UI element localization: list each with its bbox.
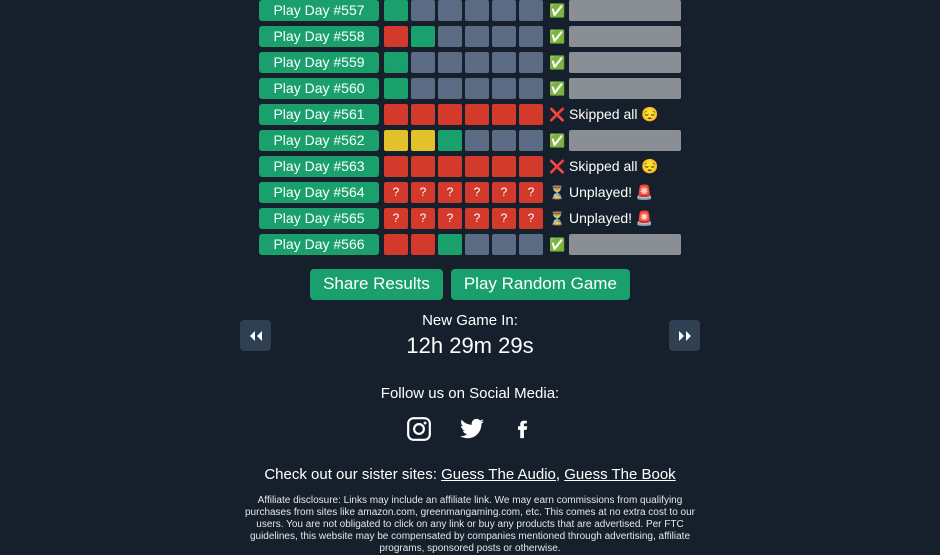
results-row — [259, 234, 681, 255]
guess-cell — [411, 0, 435, 21]
row-status — [549, 0, 681, 21]
guess-cell — [384, 26, 408, 47]
results-row — [259, 0, 681, 21]
guess-cell — [465, 26, 489, 47]
social-title: Follow us on Social Media: — [380, 385, 560, 402]
status-mark: ⏳ — [549, 184, 566, 200]
guess-cell — [465, 156, 489, 177]
guess-cell — [438, 156, 462, 177]
guess-cells — [384, 208, 546, 229]
status-text: Unplayed! 🚨 — [569, 210, 654, 226]
play-day-button[interactable]: Play Day #557 — [259, 0, 379, 21]
countdown-value: 12h 29m 29s — [406, 333, 534, 358]
guess-cell — [438, 0, 462, 21]
sister-sites-separator: , — [555, 466, 565, 483]
answer-bar — [569, 234, 681, 255]
results-row — [259, 130, 681, 151]
guess-cell — [411, 234, 435, 255]
guess-cell — [519, 0, 543, 21]
status-mark: ⏳ — [549, 210, 566, 226]
guess-cell — [411, 104, 435, 125]
instagram-link[interactable] — [406, 416, 432, 442]
guess-cell — [492, 78, 516, 99]
status-text: Unplayed! 🚨 — [569, 184, 654, 200]
play-random-game-button[interactable]: Play Random Game — [451, 269, 630, 300]
status-mark: ❌ — [549, 158, 566, 174]
guess-cells — [384, 182, 546, 203]
next-day-button[interactable] — [669, 320, 700, 351]
guess-cells — [384, 78, 546, 99]
results-row — [259, 78, 681, 99]
status-mark: ✅ — [549, 28, 566, 44]
rewind-icon — [249, 330, 263, 342]
row-status — [549, 156, 664, 177]
answer-bar — [569, 130, 681, 151]
guess-cell — [519, 234, 543, 255]
guess-cell — [465, 130, 489, 151]
guess-cell — [411, 52, 435, 73]
new-game-label: New Game In: — [422, 312, 518, 329]
guess-cells — [384, 234, 546, 255]
guess-cell — [384, 156, 408, 177]
guess-cell: ? — [465, 208, 489, 229]
play-day-button[interactable]: Play Day #559 — [259, 52, 379, 73]
results-row — [259, 156, 681, 177]
row-status — [549, 130, 681, 151]
guess-cell — [384, 78, 408, 99]
status-text: Skipped all 😔 — [569, 158, 659, 174]
guess-cell — [438, 130, 462, 151]
guess-cell — [438, 78, 462, 99]
guess-the-book-link[interactable]: Guess The Book — [564, 466, 676, 483]
row-status — [549, 52, 681, 73]
timer-section — [240, 312, 700, 359]
guess-cell — [384, 234, 408, 255]
facebook-link[interactable] — [512, 416, 534, 442]
guess-cell: ? — [384, 208, 408, 229]
play-day-button[interactable]: Play Day #560 — [259, 78, 379, 99]
action-buttons — [310, 269, 630, 300]
results-row — [259, 104, 681, 125]
guess-cell: ? — [519, 182, 543, 203]
status-mark: ✅ — [549, 2, 566, 18]
guess-cell: ? — [438, 182, 462, 203]
guess-cell — [519, 52, 543, 73]
guess-cell — [519, 130, 543, 151]
guess-cell — [411, 130, 435, 151]
guess-cells — [384, 26, 546, 47]
social-icons — [406, 416, 534, 442]
results-row — [259, 208, 681, 229]
play-day-button[interactable]: Play Day #558 — [259, 26, 379, 47]
status-mark: ✅ — [549, 54, 566, 70]
results-row — [259, 182, 681, 203]
affiliate-disclosure: Affiliate disclosure: Links may include an affiliate link. We may earn commissions from qualifying purchases from sites like amazon.com, greenmangaming.com, etc. This comes at no extra cost to our users. You are not obligated to click on any link or buy any products that are advertised. Per FTC guidelines, this website may be compensated by companies mentioned through advertising, affiliate programs, sponsored posts or otherwise. — [244, 495, 695, 554]
guess-cell: ? — [492, 208, 516, 229]
guess-cell — [519, 156, 543, 177]
answer-bar — [569, 52, 681, 73]
guess-cell — [492, 104, 516, 125]
status-mark: ✅ — [549, 236, 566, 252]
guess-cell — [438, 104, 462, 125]
row-status — [549, 182, 658, 203]
play-day-button[interactable]: Play Day #563 — [259, 156, 379, 177]
guess-cell — [438, 52, 462, 73]
previous-day-button[interactable] — [240, 320, 271, 351]
play-day-button[interactable]: Play Day #565 — [259, 208, 379, 229]
share-results-button[interactable]: Share Results — [310, 269, 443, 300]
guess-cell — [384, 0, 408, 21]
answer-bar — [569, 26, 681, 47]
facebook-icon — [512, 416, 534, 442]
guess-cell — [492, 156, 516, 177]
play-day-button[interactable]: Play Day #564 — [259, 182, 379, 203]
guess-cells — [384, 104, 546, 125]
guess-cells — [384, 52, 546, 73]
guess-cell — [465, 0, 489, 21]
sister-sites-prefix: Check out our sister sites: — [264, 466, 442, 483]
guess-cell — [492, 130, 516, 151]
guess-cell — [465, 78, 489, 99]
status-mark: ✅ — [549, 80, 566, 96]
guess-cell: ? — [519, 208, 543, 229]
guess-cell: ? — [465, 182, 489, 203]
timer-center — [271, 312, 669, 359]
play-day-button[interactable]: Play Day #562 — [259, 130, 379, 151]
row-status — [549, 208, 658, 229]
guess-cell — [465, 52, 489, 73]
guess-cell — [384, 130, 408, 151]
guess-cell: ? — [411, 208, 435, 229]
row-status — [549, 104, 664, 125]
guess-the-audio-link[interactable]: Guess The Audio — [441, 466, 556, 483]
guess-cell — [492, 52, 516, 73]
guess-cells — [384, 130, 546, 151]
guess-cell — [411, 26, 435, 47]
guess-cell — [465, 234, 489, 255]
guess-cell — [519, 26, 543, 47]
status-mark: ✅ — [549, 132, 566, 148]
guess-cells — [384, 156, 546, 177]
play-day-button[interactable]: Play Day #561 — [259, 104, 379, 125]
results-row — [259, 26, 681, 47]
row-status — [549, 26, 681, 47]
status-text: Skipped all 😔 — [569, 106, 659, 122]
row-status — [549, 234, 681, 255]
row-status — [549, 78, 681, 99]
guess-cell — [492, 234, 516, 255]
guess-cell — [438, 26, 462, 47]
fast-forward-icon — [678, 330, 692, 342]
instagram-icon — [406, 416, 432, 442]
guess-cell — [411, 78, 435, 99]
answer-bar — [569, 78, 681, 99]
play-day-button[interactable]: Play Day #566 — [259, 234, 379, 255]
guess-cell — [384, 52, 408, 73]
guess-cell: ? — [438, 208, 462, 229]
guess-cell — [519, 104, 543, 125]
guess-cell — [384, 104, 408, 125]
guess-cell — [411, 156, 435, 177]
results-rows — [259, 0, 681, 260]
twitter-icon — [458, 416, 486, 442]
guess-cell — [438, 234, 462, 255]
guess-cell — [465, 104, 489, 125]
twitter-link[interactable] — [458, 416, 486, 442]
guess-cell: ? — [384, 182, 408, 203]
guess-cell — [492, 0, 516, 21]
guess-cell: ? — [411, 182, 435, 203]
guess-cell: ? — [492, 182, 516, 203]
guess-cell — [492, 26, 516, 47]
results-row — [259, 52, 681, 73]
sister-sites — [264, 466, 675, 483]
guess-cell — [519, 78, 543, 99]
answer-bar — [569, 0, 681, 21]
guess-cells — [384, 0, 546, 21]
status-mark: ❌ — [549, 106, 566, 122]
